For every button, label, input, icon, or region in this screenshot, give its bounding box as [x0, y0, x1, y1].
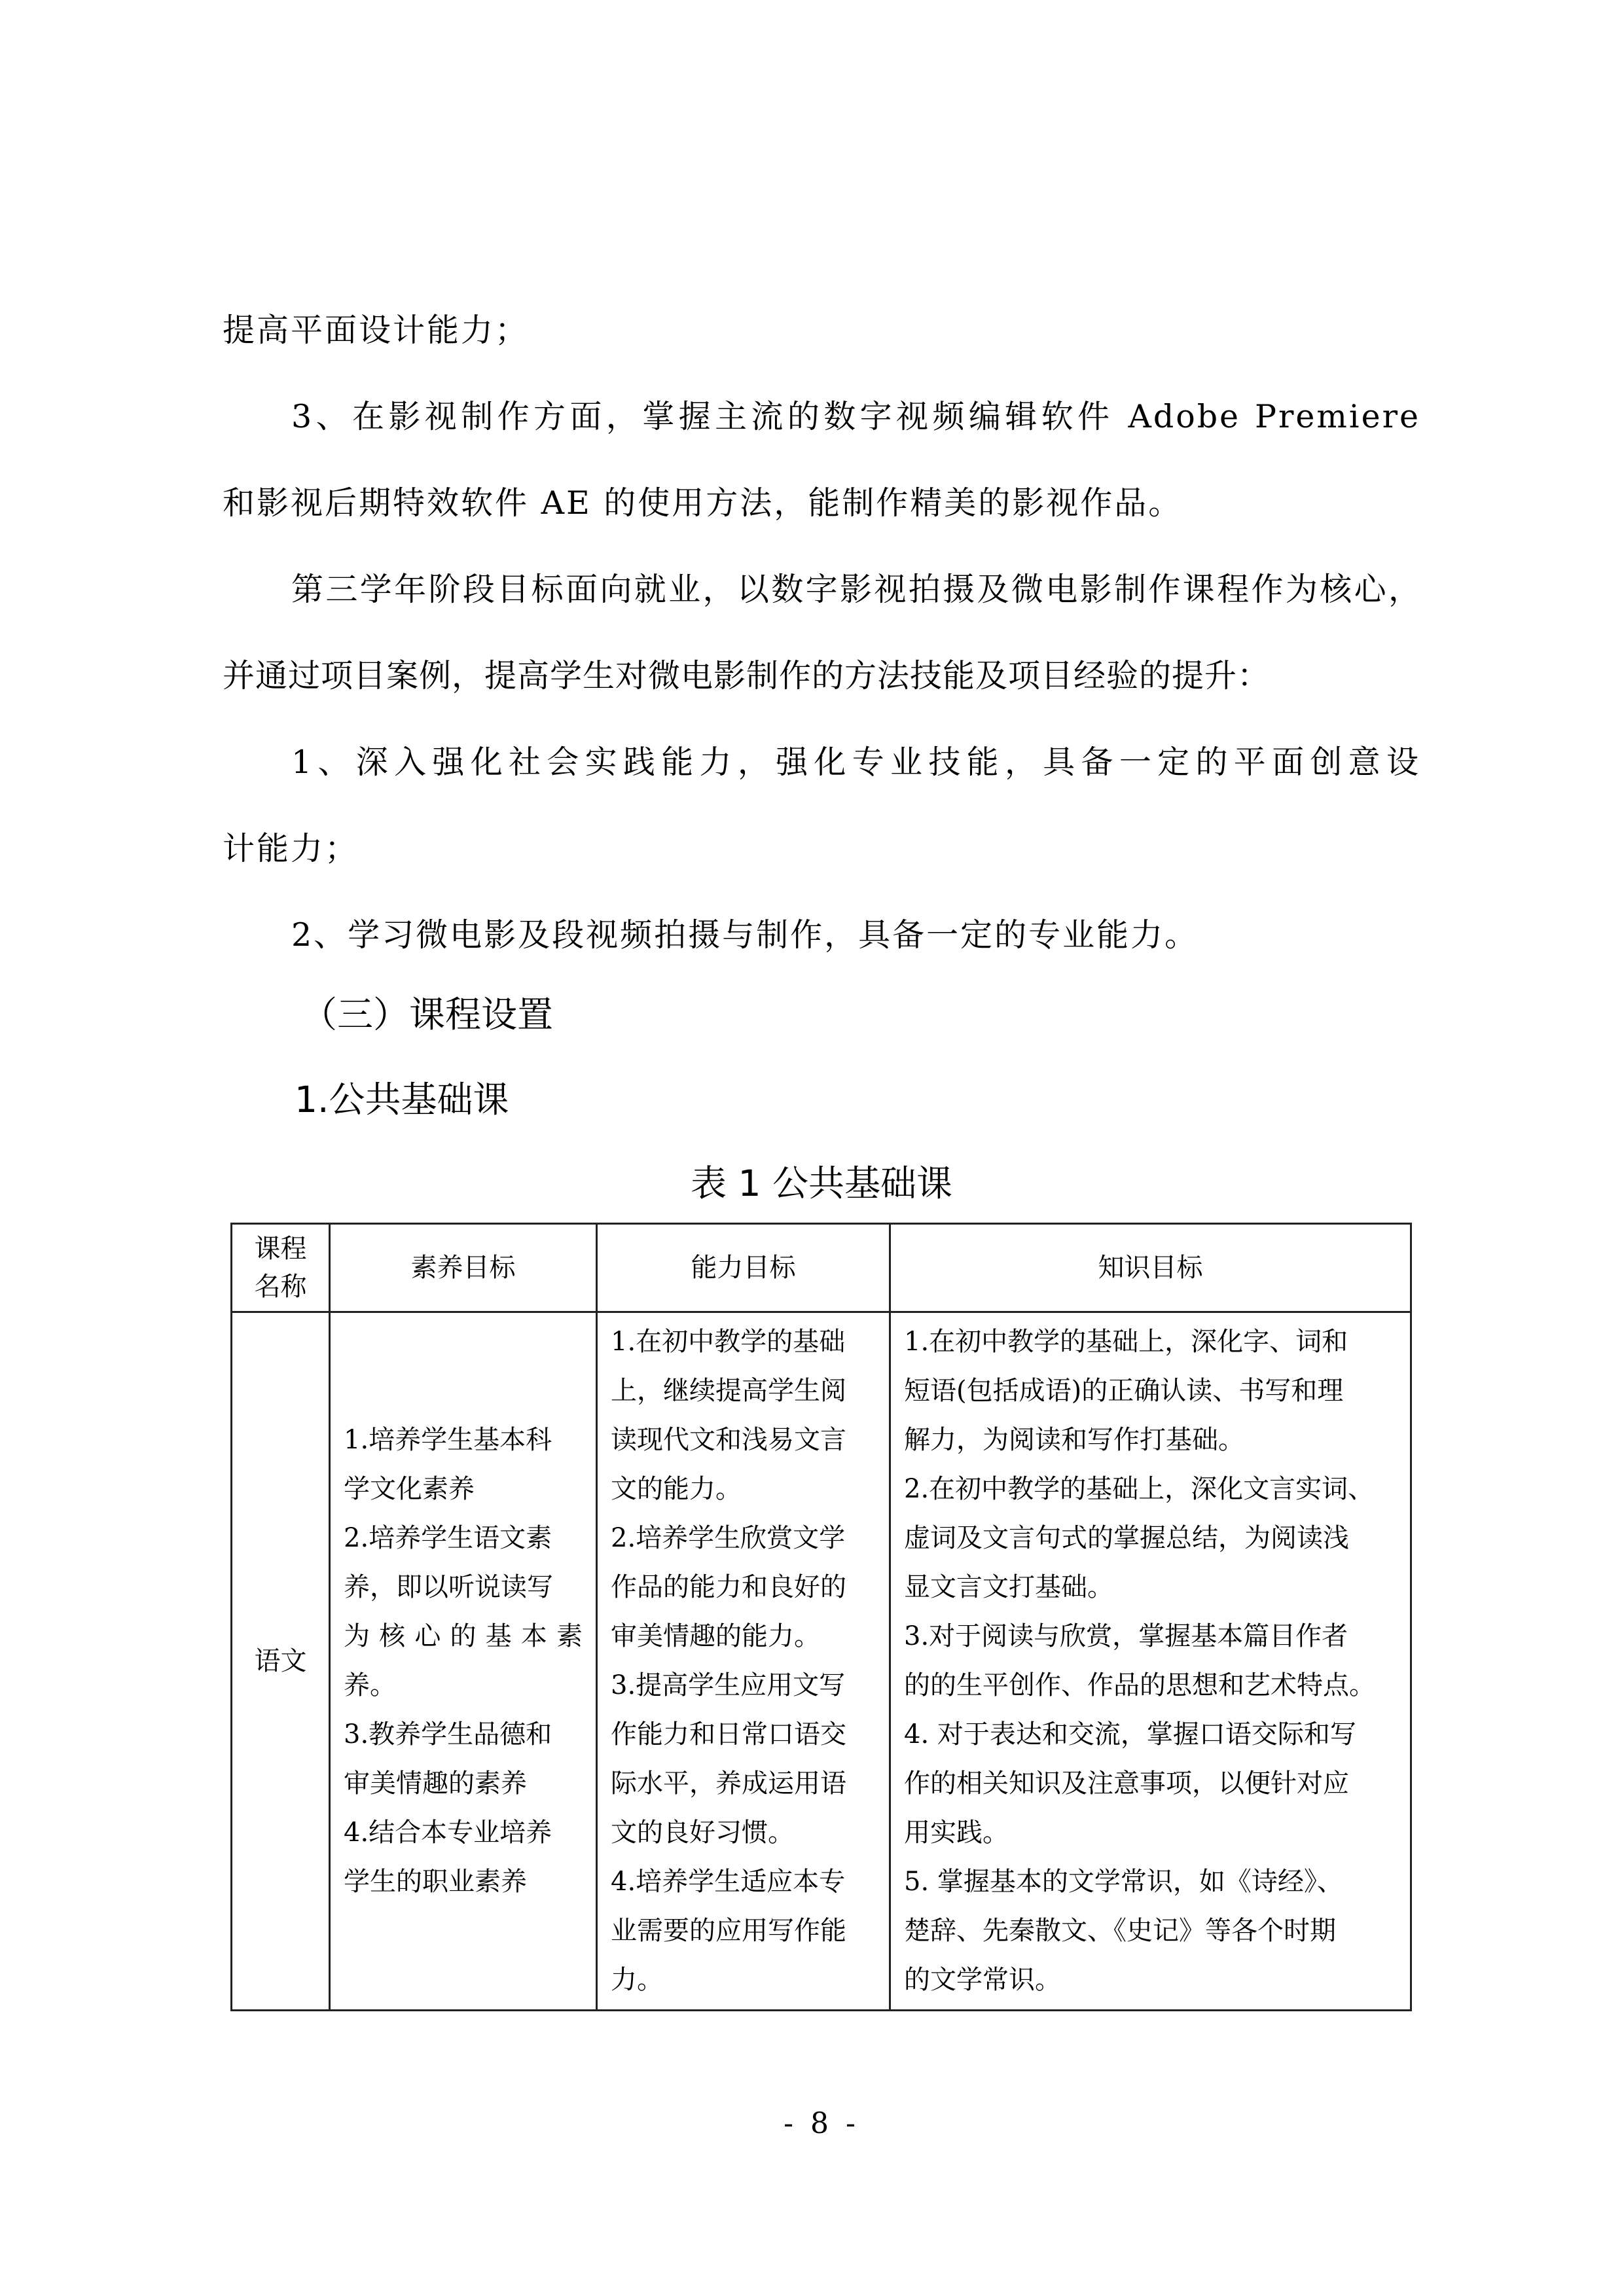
paragraph-line: 1、深入强化社会实践能力，强化专业技能，具备一定的平面创意设	[291, 744, 1420, 781]
course-name-cell: 语文	[232, 1312, 330, 2011]
paragraph-line: 3、在影视制作方面，掌握主流的数字视频编辑软件 Adobe Premiere	[291, 398, 1420, 435]
cell-line: 养，即以听说读写	[344, 1572, 553, 1602]
cell-line: 文的能力。	[611, 1474, 742, 1504]
cell-line: 文的良好习惯。	[611, 1818, 794, 1848]
cell-line: 2.培养学生语文素	[344, 1523, 552, 1553]
cell-line: 1.在初中教学的基础	[611, 1327, 846, 1357]
cell-line: 学生的职业素养	[344, 1867, 527, 1897]
cell-line: 学文化素养	[344, 1474, 475, 1504]
paragraph-line: 计能力；	[223, 830, 359, 867]
page-number: - 8 -	[784, 2107, 859, 2140]
cell-line: 作能力和日常口语交	[611, 1719, 846, 1749]
paragraph-line: 和影视后期特效软件 AE 的使用方法，能制作精美的影视作品。	[223, 484, 1183, 522]
cell-line: 读现代文和浅易文言	[611, 1425, 846, 1455]
paragraph-line: 2、学习微电影及段视频拍摄与制作，具备一定的专业能力。	[291, 916, 1199, 954]
cell-line: 楚辞、先秦散文、《史记》等各个时期	[904, 1916, 1336, 1946]
cell-line: 5. 掌握基本的文学常识，如《诗经》、	[904, 1867, 1343, 1897]
cell-line: 际水平，养成运用语	[611, 1768, 846, 1799]
cell-line: 2.在初中教学的基础上，深化文言实词、	[904, 1474, 1375, 1504]
cell-line: 1.在初中教学的基础上，深化字、词和	[904, 1327, 1348, 1357]
header-ability-goal: 能力目标	[597, 1224, 890, 1312]
cell-line: 解力，为阅读和写作打基础。	[904, 1425, 1244, 1455]
ability-goal-cell	[597, 1312, 890, 2011]
header-knowledge-goal: 知识目标	[890, 1224, 1411, 1312]
cell-line: 3.对于阅读与欣赏，掌握基本篇目作者	[904, 1621, 1348, 1651]
cell-line: 4.培养学生适应本专	[611, 1867, 846, 1897]
section-heading: （三）课程设置	[301, 994, 554, 1035]
table-header-row	[232, 1224, 1411, 1312]
cell-line: 2.培养学生欣赏文学	[611, 1523, 846, 1553]
cell-line: 审美情趣的素养	[344, 1768, 527, 1799]
paragraph-line: 第三学年阶段目标面向就业，以数字影视拍摄及微电影制作课程作为核心，	[291, 571, 1420, 608]
cell-line: 作品的能力和良好的	[611, 1572, 846, 1602]
cell-line: 为核心的基本素	[344, 1621, 583, 1651]
course-table	[230, 1223, 1412, 2011]
cell-line: 虚词及文言句式的掌握总结，为阅读浅	[904, 1523, 1349, 1553]
table-row	[232, 1312, 1411, 2011]
paragraph-line: 并通过项目案例，提高学生对微电影制作的方法技能及项目经验的提升：	[223, 657, 1271, 694]
cell-line: 3.提高学生应用文写	[611, 1670, 846, 1700]
cell-line: 3.教养学生品德和	[344, 1719, 552, 1749]
knowledge-goal-cell	[890, 1312, 1411, 2011]
cell-line: 的文学常识。	[904, 1965, 1061, 1995]
table-caption: 表 1 公共基础课	[691, 1162, 952, 1204]
header-course-name	[232, 1224, 330, 1312]
cell-line: 短语(包括成语)的正确认读、书写和理	[904, 1376, 1344, 1406]
cell-line: 1.培养学生基本科	[344, 1425, 552, 1455]
header-course-name-line: 名称	[254, 1272, 307, 1302]
cell-line: 业需要的应用写作能	[611, 1916, 846, 1946]
cell-line: 的的生平创作、作品的思想和艺术特点。	[904, 1670, 1375, 1700]
cell-line: 上，继续提高学生阅	[611, 1376, 846, 1406]
cell-line: 审美情趣的能力。	[611, 1621, 820, 1651]
header-course-name-line: 课程	[254, 1234, 307, 1264]
header-literacy-goal: 素养目标	[330, 1224, 597, 1312]
cell-line: 力。	[611, 1965, 663, 1995]
cell-line: 4. 对于表达和交流，掌握口语交际和写	[904, 1719, 1356, 1749]
subsection-heading: 1.公共基础课	[295, 1079, 509, 1121]
paragraph-line: 提高平面设计能力；	[223, 312, 530, 349]
cell-line: 显文言文打基础。	[904, 1572, 1113, 1602]
literacy-goal-cell	[330, 1312, 597, 2011]
cell-line: 4.结合本专业培养	[344, 1818, 552, 1848]
cell-line: 作的相关知识及注意事项，以便针对应	[904, 1768, 1349, 1799]
cell-line: 养。	[344, 1670, 396, 1700]
cell-line: 用实践。	[904, 1818, 1009, 1848]
